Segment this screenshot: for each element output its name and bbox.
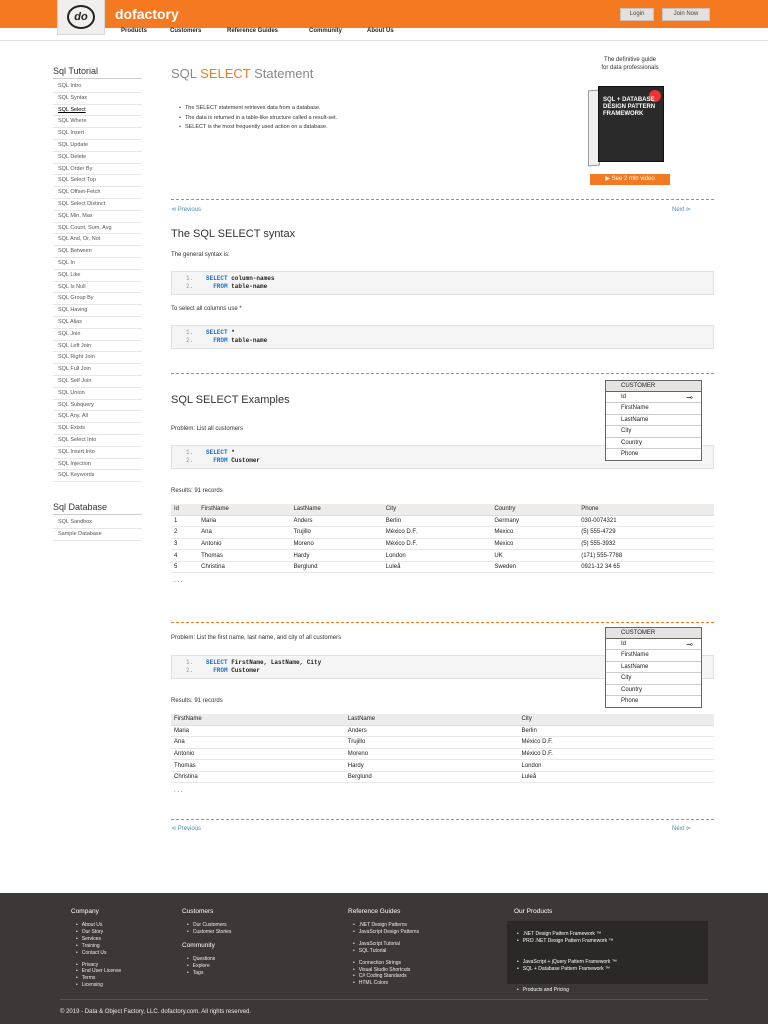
table-header-row [171,504,714,515]
sidebar-item[interactable]: SQL Exists [53,423,142,435]
code-block[interactable] [171,325,714,349]
table-cell: Antonio [198,538,290,550]
code-line: 2. FROM table-name [186,337,268,344]
syntax-heading: The SQL SELECT syntax [171,228,296,240]
entity-field: FirstName [606,403,701,414]
table-cell: UK [491,550,578,562]
footer-link[interactable]: • Explore [187,963,231,970]
sidebar-item[interactable]: SQL Between [53,246,142,258]
sidebar-item[interactable]: SQL Sandbox [53,517,142,529]
table-cell: (5) 555-3932 [578,538,714,550]
footer-link[interactable]: • .NET Design Pattern Framework ™ [517,931,708,938]
main-nav [0,28,768,40]
column-header: Phone [578,504,714,515]
ellipsis: . . . [174,578,183,584]
footer-link[interactable]: • Visual Studio Shortcuts [353,967,419,974]
sidebar-item[interactable]: SQL Self Join [53,376,142,388]
key-icon: ⊸ [686,393,693,402]
sidebar-item[interactable]: SQL And, Or, Not [53,234,142,246]
footer-divider [60,999,708,1000]
table-row [171,748,714,760]
arrow-right-icon: ⊳ [684,207,692,213]
footer [0,893,768,1024]
table-row [171,515,714,527]
problem-2: Problem: List the first name, last name, and city of all customers [171,635,342,641]
table-cell: Mexico [491,527,578,539]
sidebar [53,66,142,541]
table-cell: México D.F. [383,527,492,539]
examples-heading: SQL SELECT Examples [171,394,290,406]
results-table-2 [171,714,714,783]
footer-link[interactable]: • C# Coding Standards [353,973,419,980]
previous-link[interactable]: ⊲ Previous [171,826,202,832]
sidebar-item[interactable]: SQL Right Join [53,352,142,364]
sidebar-item[interactable]: SQL Count, Sum, Avg [53,223,142,235]
entity-field: Id ⊸ [606,392,701,403]
table-cell: México D.F. [383,538,492,550]
sidebar-item[interactable]: SQL Having [53,305,142,317]
syntax-intro-2: To select all columns use * [171,306,242,312]
table-cell: 1 [171,515,198,527]
sidebar-item[interactable]: SQL Any, All [53,411,142,423]
sidebar-title: Sql Tutorial [53,66,142,79]
table-row [171,527,714,539]
divider [171,819,714,820]
sidebar-item[interactable]: SQL Select Top [53,175,142,187]
entity-title: CUSTOMER [606,628,701,639]
table-row [171,760,714,772]
column-header: Id [171,504,198,515]
sidebar-item[interactable]: SQL Syntax [53,93,142,105]
footer-link[interactable]: • Our Story [76,929,121,936]
ellipsis: . . . [174,788,183,794]
sidebar-item[interactable]: Sample Database [53,529,142,541]
table-cell: 4 [171,550,198,562]
table-cell: Trujillo [345,737,519,749]
sidebar-item[interactable]: SQL Select Distinct [53,199,142,211]
footer-link[interactable]: • SQL Tutorial [353,948,419,955]
nav-reference-guides[interactable]: Reference Guides [227,28,279,34]
entity-field: City [606,673,701,684]
footer-link[interactable]: • End User License [76,968,121,975]
column-header: Country [491,504,578,515]
entity-field: Phone [621,697,639,704]
table-cell: Mexico [491,538,578,550]
footer-link[interactable]: • About Us [76,922,121,929]
table-cell: (171) 555-7788 [578,550,714,562]
footer-link[interactable]: • Our Customers [187,922,231,929]
sidebar-item[interactable]: SQL Select Into [53,435,142,447]
table-cell: Berlin [519,725,715,737]
table-cell: Berglund [345,771,519,783]
column-header: LastName [345,714,519,725]
sidebar-item[interactable]: SQL Like [53,270,142,282]
entity-field: City [606,426,701,437]
code-line: 2. FROM Customer [186,457,261,464]
code-line: 1. SELECT * [186,449,235,456]
footer-link[interactable]: • Services [76,936,121,943]
table-row [171,737,714,749]
promo-text: The definitive guide [603,57,657,63]
logo-icon: do [67,5,95,29]
footer-link[interactable]: • .NET Design Patterns [353,922,419,929]
join-now-button[interactable]: Join Now [662,8,710,21]
intro-bullets [179,104,337,133]
table-row [171,561,714,573]
footer-link[interactable]: • JavaScript Tutorial [353,941,419,948]
entity-field: Phone [621,450,639,457]
table-cell: Christina [198,561,290,573]
table-row [171,538,714,550]
footer-link[interactable]: • Customer Stories [187,929,231,936]
brand-name[interactable]: dofactory [115,6,179,22]
code-line: 2. FROM table-name [186,283,268,290]
table-cell: Trujillo [290,527,382,539]
footer-link[interactable]: • Licensing [76,982,121,989]
footer-link[interactable]: • Contact Us [76,950,121,957]
table-cell: Thomas [198,550,290,562]
results-table-1 [171,504,714,573]
sidebar-item[interactable]: SQL Alias [53,317,142,329]
table-row [171,725,714,737]
table-cell: 5 [171,561,198,573]
sidebar-item[interactable]: SQL Is Null [53,282,142,294]
table-row [171,550,714,562]
code-line: 1. SELECT column-names [186,275,275,282]
nav-divider [0,40,768,41]
sidebar-item[interactable]: SQL Delete [53,152,142,164]
customer-entity-diagram [605,627,702,708]
table-cell: London [383,550,492,562]
column-header: LastName [290,504,382,515]
sidebar-item[interactable]: SQL Insert Into [53,447,142,459]
footer-link[interactable]: • SQL + Database Pattern Framework ™ [517,966,708,973]
footer-customers: Customers • Our Customers • Customer Stories Community • Questions • Explore • Tags [182,908,231,977]
table-cell: Ana [171,737,345,749]
footer-link[interactable]: • Products and Pricing [517,987,708,994]
entity-field: Country [606,685,701,696]
customer-entity-diagram [605,380,702,461]
table-cell: Antonio [171,748,345,760]
nav-community[interactable]: Community [309,28,342,34]
table-cell: Berglund [290,561,382,573]
nav-products[interactable]: Products [121,28,148,34]
code-line: 2. FROM Customer [186,667,261,674]
table-cell: Hardy [290,550,382,562]
sidebar-item[interactable]: SQL Where [53,116,142,128]
footer-link[interactable]: • Privacy [76,962,121,969]
sidebar-item[interactable]: SQL Order By [53,164,142,176]
table-header-row [171,714,714,725]
table-cell: Maria [198,515,290,527]
problem-1: Problem: List all customers [171,426,244,432]
arrow-left-icon: ⊲ [171,826,178,832]
footer-link[interactable]: • Connection Strings [353,960,419,967]
table-cell: 2 [171,527,198,539]
table-cell: (5) 555-4729 [578,527,714,539]
divider [171,199,714,200]
table-cell: 030-0074321 [578,515,714,527]
results-1: Results: 91 records [171,488,223,494]
page-title: SQL SELECT Statement [171,66,314,81]
table-cell: México D.F. [519,737,715,749]
book-cover-image[interactable]: SQL + DATABASE DESIGN PATTERN FRAMEWORK [584,82,670,162]
sidebar-item[interactable]: SQL Injection [53,459,142,471]
table-cell: Maria [171,725,345,737]
table-cell: 0921-12 34 65 [578,561,714,573]
table-cell: Luleå [383,561,492,573]
code-line: 1. SELECT FirstName, LastName, City [186,659,322,666]
table-cell: Luleå [519,771,715,783]
code-block[interactable] [171,271,714,295]
see-video-button[interactable]: ▶ See 2 min video [590,174,670,185]
footer-link[interactable]: • PRO .NET Design Pattern Framework ™ [517,938,708,945]
footer-link[interactable]: • Questions [187,956,231,963]
footer-link[interactable]: • Training [76,943,121,950]
table-cell: Thomas [171,760,345,772]
sidebar-item[interactable]: SQL Subquery [53,400,142,412]
nav-customers[interactable]: Customers [170,28,202,34]
next-link[interactable]: Next ⊳ [672,826,692,832]
entity-field: Id ⊸ [606,639,701,650]
table-cell: Christina [171,771,345,783]
footer-company: Company • About Us • Our Story • Services • Training • Contact Us • Privacy • End User License • Terms • Licensing [71,908,121,989]
table-row [171,771,714,783]
sidebar-item[interactable]: SQL Group By [53,293,142,305]
column-header: City [519,714,715,725]
arrow-left-icon: ⊲ [171,207,178,213]
promo-panel [580,56,680,182]
column-header: City [383,504,492,515]
sidebar-item[interactable]: SQL Keywords [53,470,142,482]
previous-link[interactable]: ⊲ Previous [171,207,202,213]
table-cell: Germany [491,515,578,527]
footer-link[interactable]: • Terms [76,975,121,982]
entity-field: LastName [606,662,701,673]
table-cell: México D.F. [519,748,715,760]
sidebar-item[interactable]: SQL Min, Max [53,211,142,223]
sidebar-item[interactable]: SQL Select [53,105,142,117]
sidebar-item[interactable]: SQL Left Join [53,341,142,353]
sidebar-db-title: Sql Database [53,502,142,515]
table-cell: London [519,760,715,772]
sidebar-item[interactable]: SQL Update [53,140,142,152]
table-cell: Anders [345,725,519,737]
table-cell: Sweden [491,561,578,573]
syntax-intro: The general syntax is: [171,252,230,258]
footer-link[interactable]: • JavaScript Design Patterns [353,929,419,936]
login-button[interactable]: Login [620,8,654,21]
column-header: FirstName [171,714,345,725]
list-item: • The SELECT statement retrieves data from a database. [179,104,337,114]
footer-link[interactable]: • JavaScript + jQuery Pattern Framework ™ [517,959,708,966]
arrow-right-icon: ⊳ [684,826,692,832]
sidebar-item[interactable]: SQL Join [53,329,142,341]
next-link[interactable]: Next ⊳ [672,207,692,213]
promo-text: for data professionals [601,65,659,71]
list-item: • SELECT is the most frequently used action on a database. [179,123,337,133]
divider [171,373,714,374]
entity-title: CUSTOMER [606,381,701,392]
code-line: 1. SELECT * [186,329,235,336]
sidebar-item[interactable]: SQL Insert [53,128,142,140]
products-box [507,921,708,993]
key-icon: ⊸ [686,640,693,649]
table-cell: Moreno [345,748,519,760]
sidebar-item[interactable]: SQL Intro [53,81,142,93]
entity-field: LastName [606,415,701,426]
sidebar-item[interactable]: SQL Full Join [53,364,142,376]
footer-reference: Reference Guides • .NET Design Patterns • JavaScript Design Patterns • JavaScript Tutorial • SQL Tutorial • Connection Strings • Visual Studio Shortcuts • C# Coding Standards • HTML Colors [348,908,419,987]
table-cell: Ana [198,527,290,539]
play-icon: ▶ [605,176,612,182]
sidebar-item[interactable]: SQL Union [53,388,142,400]
column-header: FirstName [198,504,290,515]
nav-about-us[interactable]: About Us [367,28,394,34]
entity-field: FirstName [606,650,701,661]
table-cell: Moreno [290,538,382,550]
footer-link[interactable]: • Tags [187,970,231,977]
list-item: • The data is returned in a table-like structure called a result-set. [179,114,337,124]
sidebar-item[interactable]: SQL In [53,258,142,270]
table-cell: 3 [171,538,198,550]
table-cell: Anders [290,515,382,527]
table-cell: Hardy [345,760,519,772]
table-cell: Berlin [383,515,492,527]
sidebar-item[interactable]: SQL Offset-Fetch [53,187,142,199]
copyright: © 2019 - Data & Object Factory, LLC. dofactory.com. All rights reserved. [60,1009,251,1015]
entity-field: Country [606,438,701,449]
footer-products: Our Products [514,908,553,915]
footer-link[interactable]: • HTML Colors [353,980,419,987]
divider [171,622,714,623]
results-2: Results: 91 records [171,698,223,704]
